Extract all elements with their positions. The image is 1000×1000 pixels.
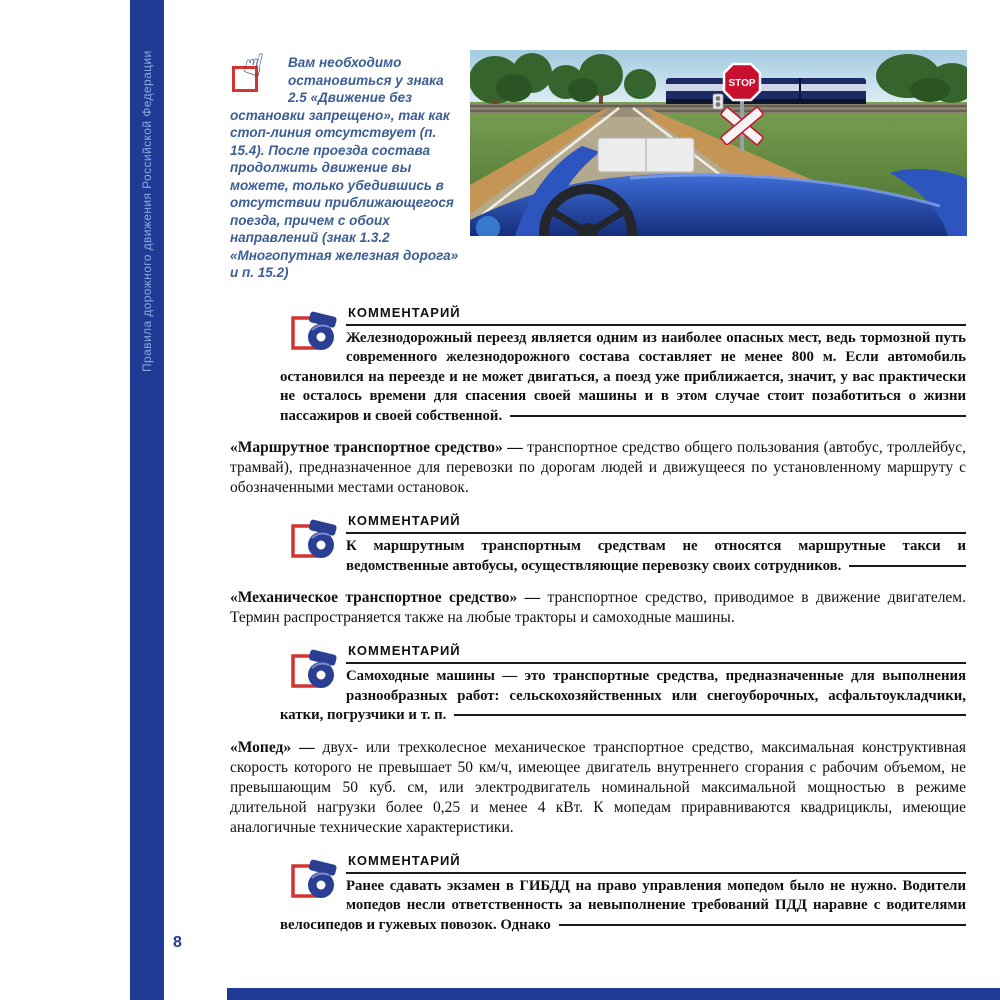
- definition-term: «Мопед» —: [230, 738, 315, 756]
- comment-text: Железнодорожный переезд является одним из наиболее опасных мест, ведь тормозной путь современного железнодорожного состава составляет не менее 800 м. Если автомобиль остановился на переезде и не может двигаться, а поезд уже приближается, значит, у вас практически не осталось времени для спасения своей машины и в этом случае стоит позаботиться о жизни пассажиров и своей собственной.: [280, 329, 966, 427]
- intro-row: [230, 43, 966, 282]
- hand-glyph: ☝: [239, 43, 268, 85]
- stop-sign-text: STOP: [728, 78, 756, 89]
- page-number: 8: [173, 934, 182, 951]
- comment-heading: КОММЕНТАРИЙ: [346, 510, 966, 534]
- definition-moped: [230, 738, 966, 838]
- comment-heading: КОММЕНТАРИЙ: [346, 850, 966, 874]
- definition-term: «Механическое транспортное средство» —: [230, 589, 541, 606]
- comment-block-2: [280, 510, 966, 576]
- intro-note: [230, 43, 463, 282]
- railroad-crossing-scene: [470, 50, 967, 236]
- definition-body: двух- или трехколесное механическое транспортное средство, максимальная конструктивная скорость которого не превышает 50 км/ч, имеющее двигатель внутреннего сгорания с рабочим объемом, не превышающим 50 куб. см, или электродвигатель номинальной максимальной мощностью в режиме длительной нагрузки более 0,25 и менее 4 кВт. К мопедам приравниваются квадрициклы, имеющие аналогичные технические характеристики.: [230, 738, 966, 836]
- comment-text: К маршрутным транспортным средствам не относятся маршрутные такси и ведомственные автобусы, осуществляющие перевозку своих сотрудников.: [280, 537, 966, 576]
- comment-block-1: [280, 302, 966, 427]
- comment-whistle-icon: [280, 302, 346, 364]
- comment-whistle-icon: [280, 850, 346, 912]
- intro-note-body: Вам необходимо остановиться у знака 2.5 «Движение без остановки запрещено», так как стоп-линия отсутствует (п. 15.4). После проезда состава продолжить движение вы можете, только убедившись в отсутствии приближающегося поезда, причем с обоих направлений (знак 1.3.2 «Многопутная железная дорога» и п. 15.2): [230, 55, 459, 280]
- hand-pointer-icon: [230, 43, 288, 98]
- train: [666, 78, 866, 104]
- comment-heading: КОММЕНТАРИЙ: [346, 640, 966, 664]
- definition-body: транспортное средство общего пользования (автобус, троллейбус, трамвай), предназначенное для перевозки по дорогам людей и движущееся по установленному маршруту с обозначенными местами остановок.: [230, 439, 966, 496]
- comment-whistle-icon: [280, 640, 346, 702]
- crossing-signal: [713, 94, 723, 109]
- definition-mehanicheskoe: [230, 588, 966, 628]
- sidebar-spine: [130, 0, 164, 1000]
- illustration: [470, 50, 967, 236]
- comment-text: Ранее сдавать экзамен в ГИБДД на право управления мопедом было не нужно. Водители мопедов несли ответственность за невыполнение требований ПДД наравне с водителями велосипедов и гужевых повозок. Однако: [280, 877, 966, 936]
- definition-term: «Маршрутное транспортное средство» —: [230, 439, 523, 456]
- intro-note-text: [230, 43, 463, 282]
- definition-marshrutnoe: [230, 438, 966, 498]
- comment-whistle-icon: [280, 510, 346, 572]
- comment-heading: КОММЕНТАРИЙ: [346, 302, 966, 326]
- page-content: [230, 43, 966, 935]
- bottom-rule-bar: [227, 988, 1000, 1000]
- sidebar-title: Правила дорожного движения Российской Федерации: [140, 50, 154, 372]
- definition-body: транспортное средство, приводимое в движение двигателем. Термин распространяется также на любые тракторы и самоходные машины.: [230, 589, 966, 626]
- comment-block-3: [280, 640, 966, 726]
- comment-block-4: [280, 850, 966, 936]
- comment-text: Самоходные машины — это транспортные средства, предназначенные для выполнения разнообразных работ: сельскохозяйственных или снегоуборочных, асфальтоукладчики, катки, погрузчики и т. п.: [280, 667, 966, 726]
